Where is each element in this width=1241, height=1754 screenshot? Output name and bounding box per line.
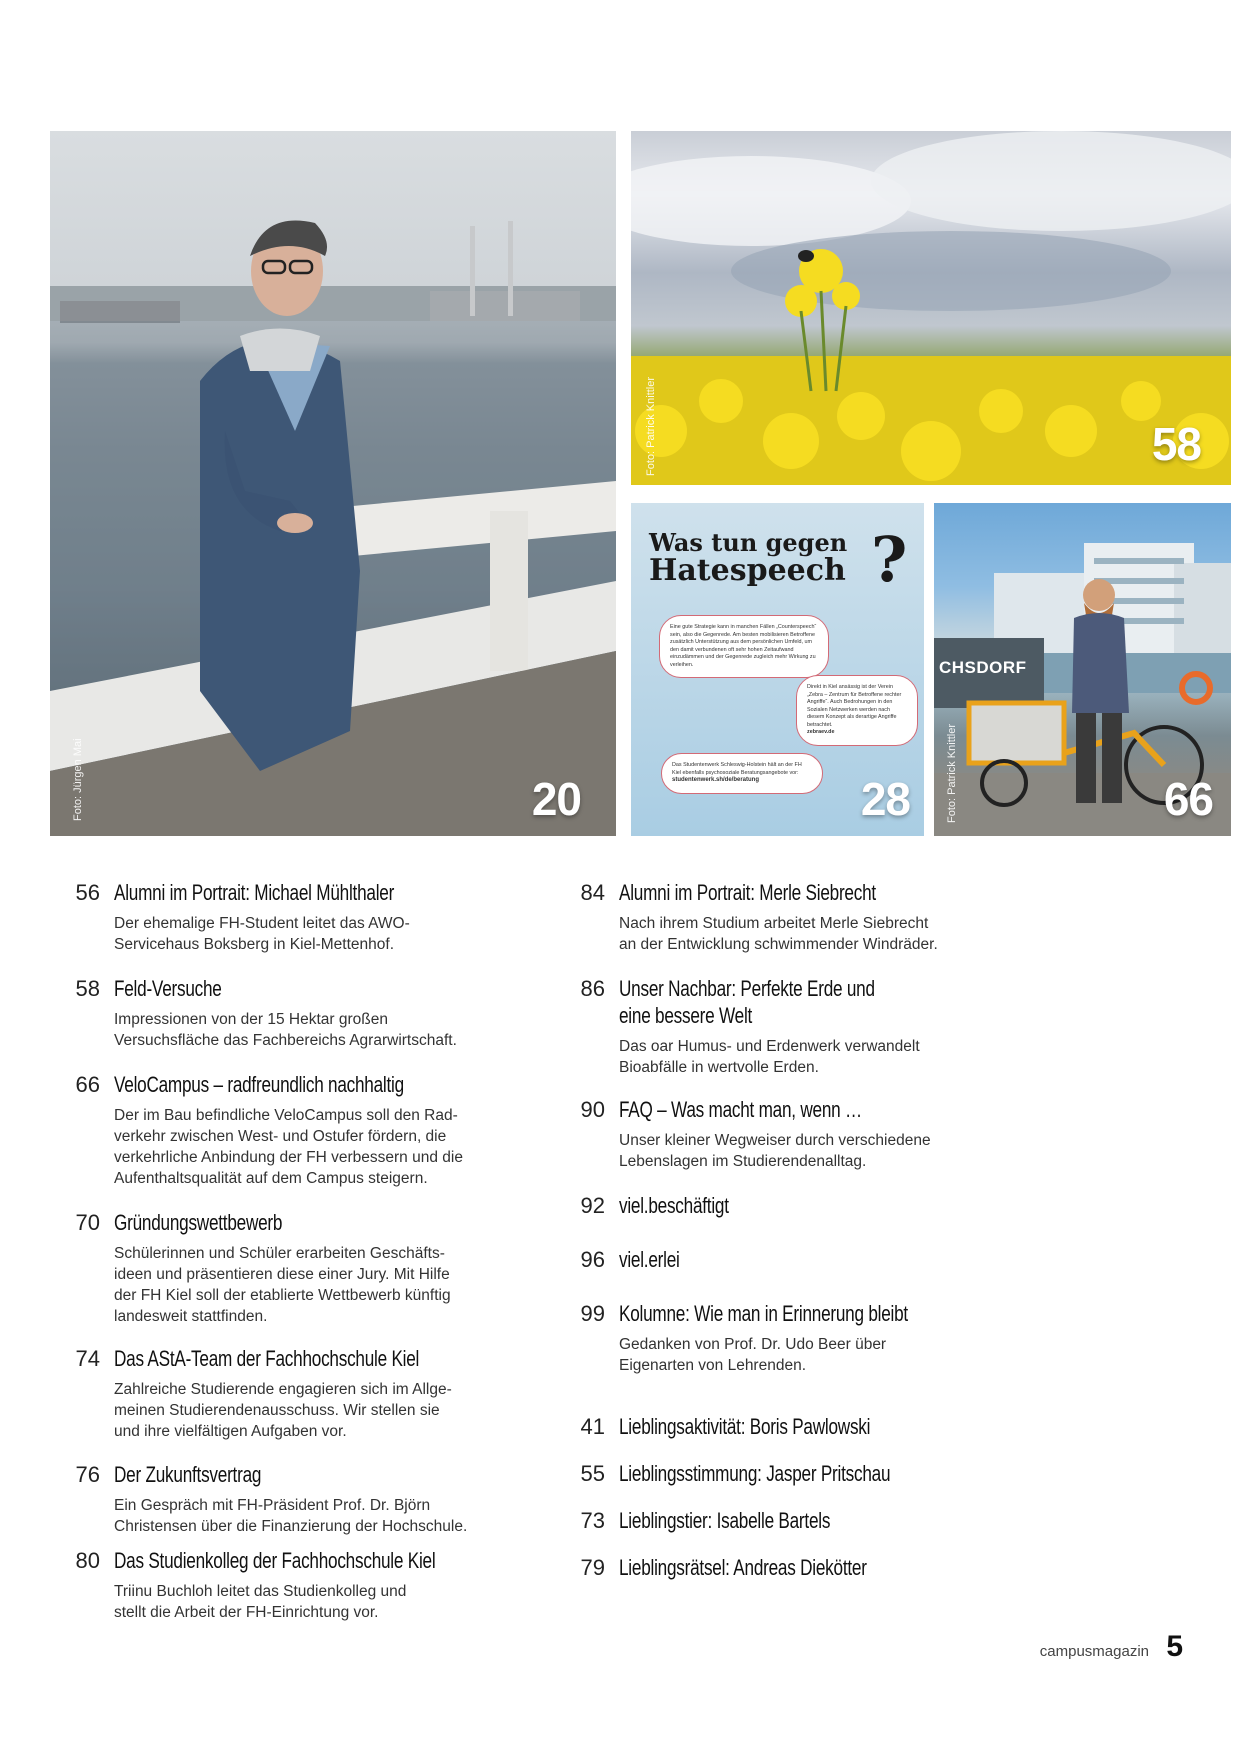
toc-title: viel.beschäftigt xyxy=(619,1193,729,1218)
toc-page-number: 80 xyxy=(75,1548,100,1573)
toc-title: Gründungswettbewerb xyxy=(114,1210,283,1235)
photo-rapeseed-field xyxy=(631,131,1231,485)
toc-page-number: 41 xyxy=(580,1414,605,1439)
toc-title: Kolumne: Wie man in Erinnerung bleibt xyxy=(619,1301,908,1326)
toc-title: Alumni im Portrait: Michael Mühlthaler xyxy=(114,880,395,905)
toc-title-line2: eine bessere Welt xyxy=(619,1003,753,1028)
toc-description: Impressionen von der 15 Hektar großen Versuchsfläche das Fachbereichs Agrarwirtschaft. xyxy=(114,1011,457,1049)
toc-title: FAQ – Was macht man, wenn … xyxy=(619,1097,862,1122)
photo-credit: Foto: Patrick Knittler xyxy=(645,376,657,476)
page-ref-66[interactable]: 66 xyxy=(1163,773,1213,825)
hatespeech-teaser xyxy=(631,503,924,836)
toc-title: Der Zukunftsvertrag xyxy=(114,1462,262,1487)
toc-page-number: 79 xyxy=(580,1555,605,1580)
toc-page-number: 90 xyxy=(580,1097,605,1122)
question-mark: ? xyxy=(871,523,908,596)
toc-title: Das Studienkolleg der Fachhochschule Kiel xyxy=(114,1548,436,1573)
toc-page-number: 76 xyxy=(75,1462,100,1487)
speech-bubble-3: Das Studentenwerk Schleswig-Holstein hält an der FH Kiel ebenfalls psychosoziale Beratungsangebote vor: studentenwerk.sh/de/beratung xyxy=(661,753,823,794)
page-number: 5 xyxy=(1166,1630,1183,1663)
speech-bubble-2: Direkt in Kiel ansässig ist der Verein „Zebra – Zentrum für Betroffene rechter Angriffe“. Auch Bedrohungen in den Sozialen Netzwerken werden nach diesem Konzept als derartige Angriffe betrachtet. zebraev.de xyxy=(796,675,918,746)
toc-description: Schülerinnen und Schüler erarbeiten Geschäfts- ideen und präsentieren diese einer Jury. Mit Hilfe der FH Kiel soll der etablierte Wettbewerb künftig landesweit stattfinden. xyxy=(114,1245,451,1325)
toc-page-number: 56 xyxy=(75,880,100,905)
page-ref-28[interactable]: 28 xyxy=(860,773,910,825)
toc-description: Der ehemalige FH-Student leitet das AWO- Servicehaus Boksberg in Kiel-Mettenhof. xyxy=(114,915,410,953)
page-ref-20[interactable]: 20 xyxy=(531,773,581,825)
page-ref-58[interactable]: 58 xyxy=(1151,418,1201,470)
toc-description: Triinu Buchloh leitet das Studienkolleg und stellt die Arbeit der FH-Einrichtung vor. xyxy=(114,1583,407,1621)
toc-title: Unser Nachbar: Perfekte Erde und xyxy=(619,976,875,1001)
zebra-link[interactable]: zebraev.de xyxy=(807,729,835,735)
toc-title: VeloCampus – radfreundlich nachhaltig xyxy=(114,1072,404,1097)
toc-description: Zahlreiche Studierende engagieren sich im Allge- meinen Studierendenausschuss. Wir stellen sie und ihre vielfältigen Aufgaben vor. xyxy=(114,1381,452,1440)
toc-title: Lieblingsaktivität: Boris Pawlowski xyxy=(619,1414,871,1439)
toc-page-number: 96 xyxy=(580,1247,605,1272)
toc-page-number: 84 xyxy=(580,880,605,905)
toc-page-number: 99 xyxy=(580,1301,605,1326)
toc-title: Lieblingsstimmung: Jasper Pritschau xyxy=(619,1461,891,1486)
toc-description: Das oar Humus- und Erdenwerk verwandelt Bioabfälle in wertvolle Erden. xyxy=(619,1038,920,1076)
toc-title: Das AStA-Team der Fachhochschule Kiel xyxy=(114,1346,420,1371)
toc-page-number: 70 xyxy=(75,1210,100,1235)
toc-title: Feld-Versuche xyxy=(114,976,222,1001)
toc-description: Der im Bau befindliche VeloCampus soll den Rad- verkehr zwischen West- und Ostufer fördern, die verkehrliche Anbindung der FH verbessern und die Aufenthaltsqualität auf dem Campus steigern. xyxy=(114,1107,463,1187)
speech-bubble-1: Eine gute Strategie kann in manchen Fällen „Counterspeech“ sein, also die Gegenrede. Am besten mobilisieren Betroffene zusätzlich Unterstützung aus dem persönlichen Umfeld, um den damit verbundenen oft sehr hohen Zeitaufwand einzudämmen und der Gegenrede zugleich mehr Wirkung zu verleihen. xyxy=(659,615,829,678)
photo-credit: Foto: Jürgen Mai xyxy=(72,738,84,821)
toc-description: Gedanken von Prof. Dr. Udo Beer über Eigenarten von Lehrenden. xyxy=(619,1336,887,1374)
hatespeech-headline: Was tun gegen Hatespeech xyxy=(649,528,848,588)
toc-title: viel.erlei xyxy=(619,1247,680,1272)
toc-title: Lieblingsrätsel: Andreas Diekötter xyxy=(619,1555,867,1580)
toc-page-number: 73 xyxy=(580,1508,605,1533)
toc-page-number: 92 xyxy=(580,1193,605,1218)
studentenwerk-link[interactable]: studentenwerk.sh/de/beratung xyxy=(672,777,760,783)
photo-man-cargo-bike xyxy=(934,503,1231,836)
toc-description: Nach ihrem Studium arbeitet Merle Siebrecht an der Entwicklung schwimmender Windräder. xyxy=(619,915,938,953)
toc-page-number: 58 xyxy=(75,976,100,1001)
toc-title: Lieblingstier: Isabelle Bartels xyxy=(619,1508,831,1533)
toc-description: Ein Gespräch mit FH-Präsident Prof. Dr. Björn Christensen über die Finanzierung der Hochschule. xyxy=(114,1497,468,1535)
toc-page-number: 86 xyxy=(580,976,605,1001)
toc-page-number: 55 xyxy=(580,1461,605,1486)
toc-title: Alumni im Portrait: Merle Siebrecht xyxy=(619,880,876,905)
toc-page-number: 66 xyxy=(75,1072,100,1097)
photo-woman-harbour xyxy=(50,131,616,836)
toc-page-number: 74 xyxy=(75,1346,100,1371)
toc-description: Unser kleiner Wegweiser durch verschiedene Lebenslagen im Studierendenalltag. xyxy=(619,1132,931,1170)
magazine-name: campusmagazin xyxy=(1039,1643,1149,1660)
building-sign: CHSDORF xyxy=(939,658,1027,677)
photo-credit: Foto: Patrick Knittler xyxy=(946,723,958,823)
